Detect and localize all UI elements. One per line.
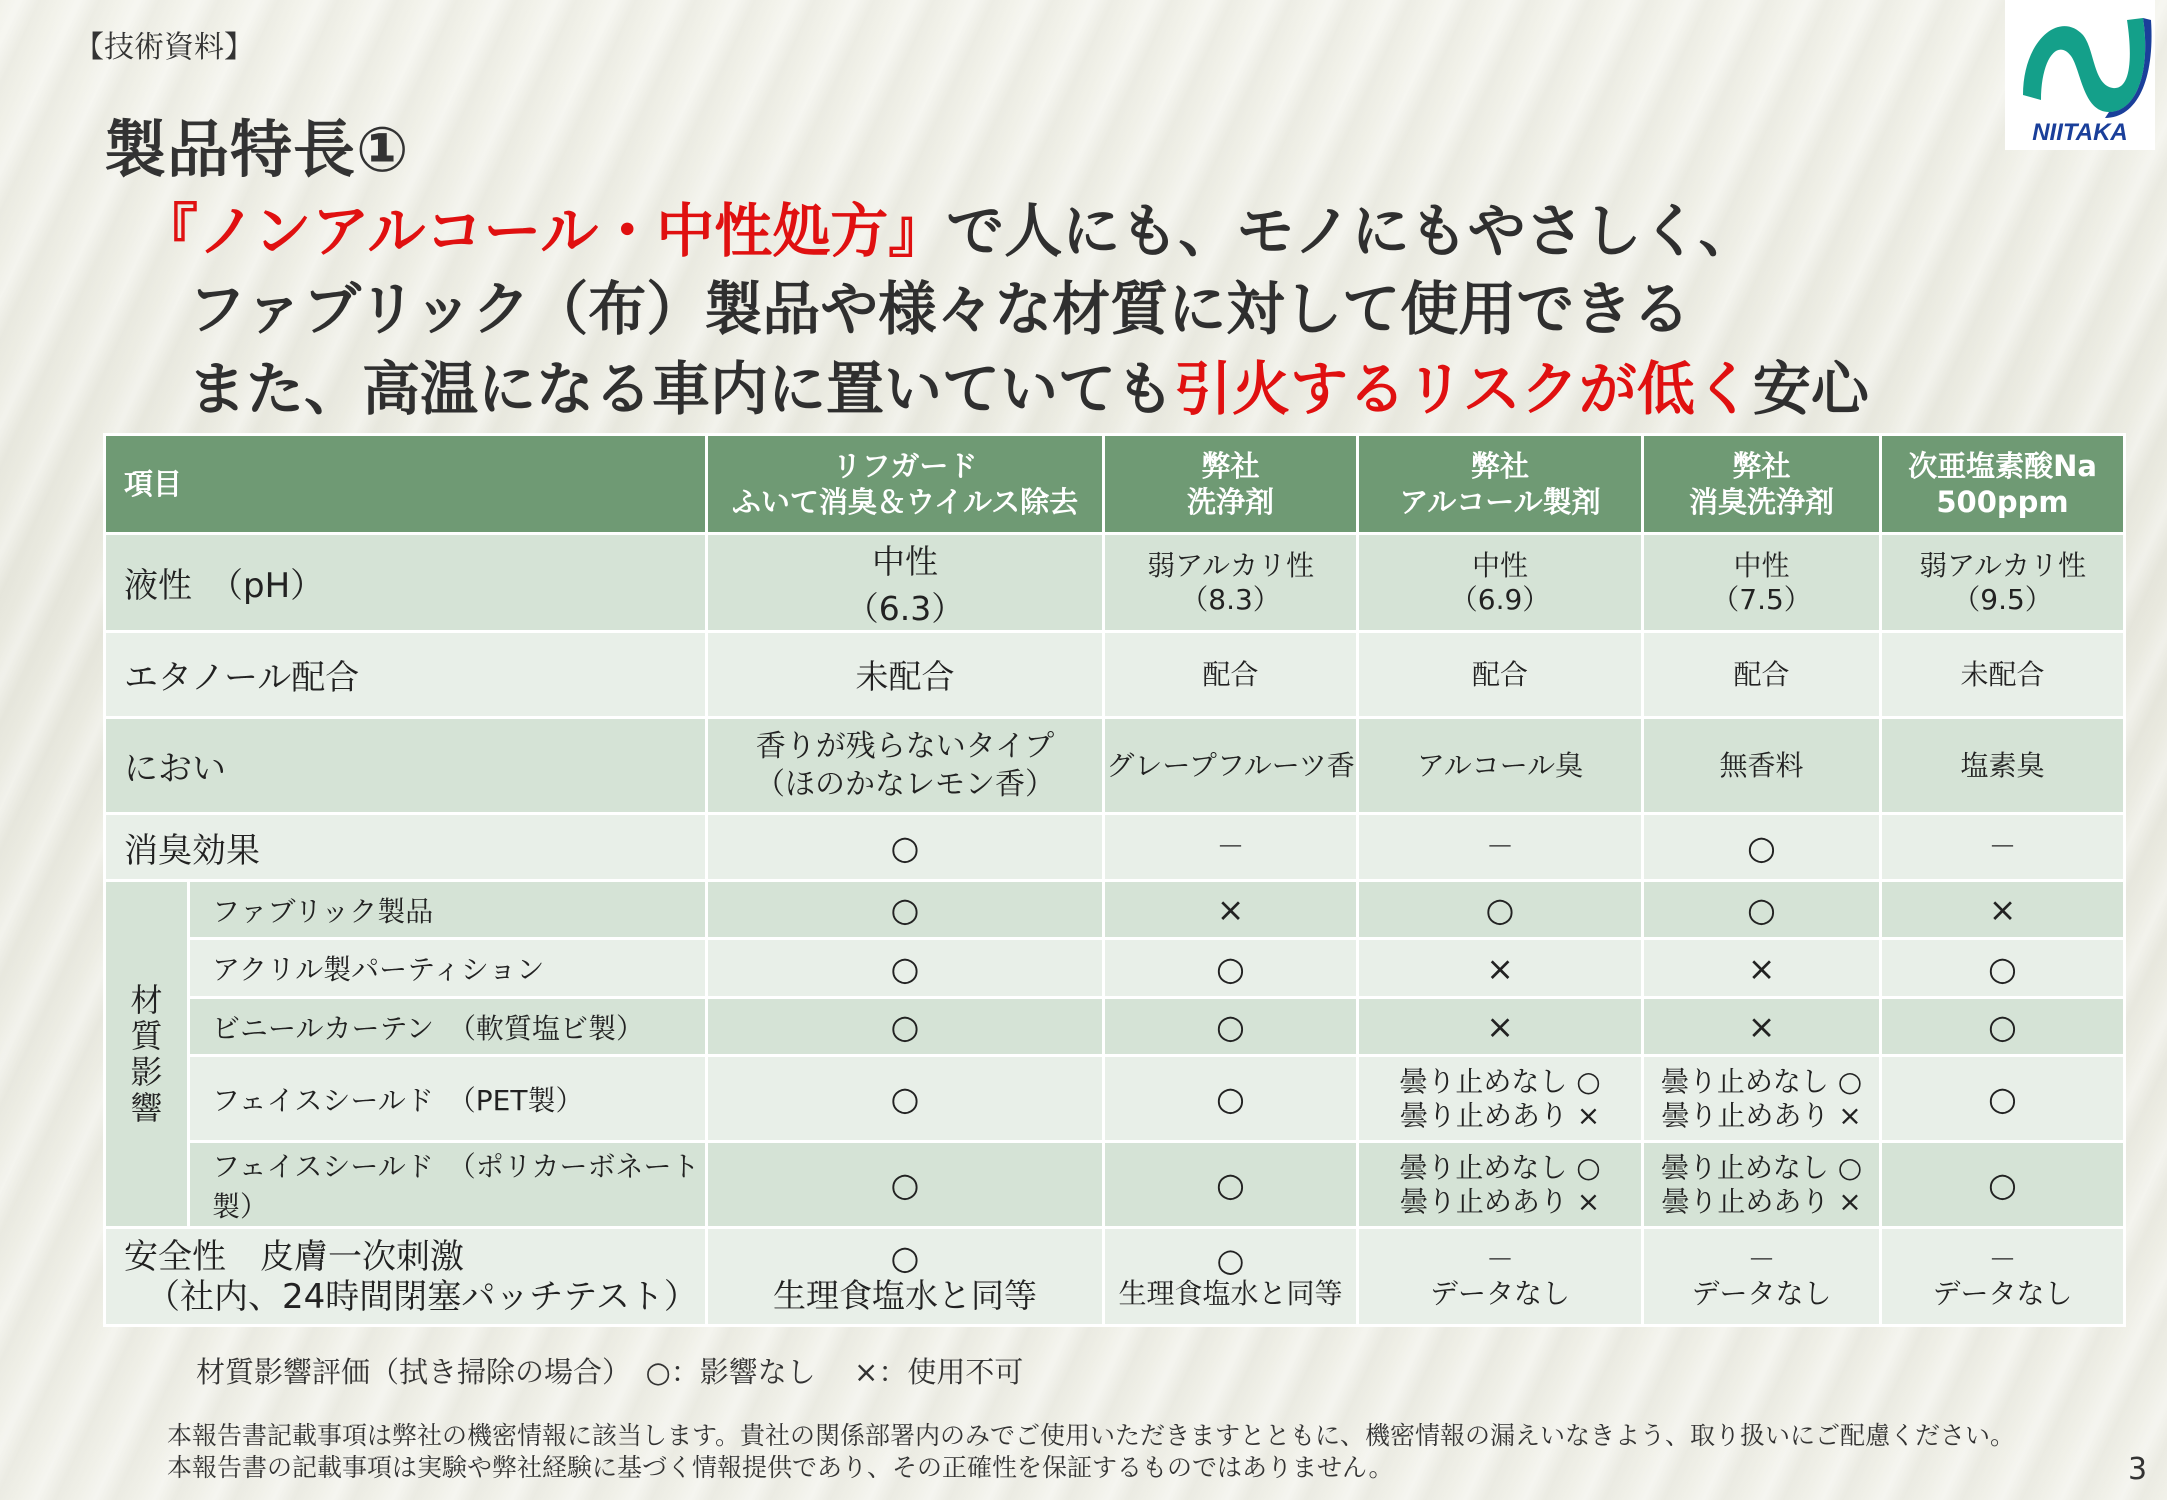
table-row-acrylic xyxy=(105,939,2125,998)
row-label: 液性 （pH） xyxy=(105,534,707,632)
row-label: フェイスシールド （PET製） xyxy=(189,1056,707,1142)
row-label: アクリル製パーティション xyxy=(189,939,707,998)
headline-line-1 xyxy=(140,184,1756,268)
header-product-5: 次亜塩素酸Na 500ppm xyxy=(1881,435,2125,534)
table-cell: 曇り止めなし ○ 曇り止めあり × xyxy=(1643,1056,1881,1142)
table-cell: ○ xyxy=(1643,881,1881,939)
table-row-fabric xyxy=(105,881,2125,939)
header-product-2: 弊社 洗浄剤 xyxy=(1104,435,1358,534)
table-cell: ○ xyxy=(1881,1142,2125,1228)
table-cell: ○ 生理食塩水と同等 xyxy=(1104,1228,1358,1326)
row-label: 安全性 皮膚一次刺激 （社内、24時間閉塞パッチテスト） xyxy=(105,1228,707,1326)
headline-line-3 xyxy=(188,342,1869,426)
table-cell: グレープフルーツ香 xyxy=(1104,718,1358,814)
table-cell: ○ xyxy=(1358,881,1643,939)
row-label: ファブリック製品 xyxy=(189,881,707,939)
table-cell: 配合 xyxy=(1643,632,1881,718)
table-cell: 中性 （7.5） xyxy=(1643,534,1881,632)
headline-text-3b: 安心 xyxy=(1752,355,1869,423)
table-cell: 弱アルカリ性 （9.5） xyxy=(1881,534,2125,632)
logo-text: NIITAKA xyxy=(2032,119,2128,146)
table-cell: ○ xyxy=(707,998,1104,1056)
legend-text: 材質影響評価（拭き掃除の場合） ○：影響なし ×：使用不可 xyxy=(196,1355,1024,1389)
table-cell: ○ xyxy=(1643,814,1881,881)
table-row-safety xyxy=(105,1228,2125,1326)
table-row-polycarbonate xyxy=(105,1142,2125,1228)
confidential-note: 本報告書記載事項は弊社の機密情報に該当します。貴社の関係部署内のみでご使用いただきますとともに、機密情報の漏えいなきよう、取り扱いにご配慮ください。 xyxy=(167,1421,2016,1450)
table-cell: 配合 xyxy=(1358,632,1643,718)
table-cell: ○ xyxy=(707,939,1104,998)
table-cell: ○ xyxy=(1881,1056,2125,1142)
table-cell: 中性 （6.3） xyxy=(707,534,1104,632)
table-cell: × xyxy=(1358,998,1643,1056)
row-label: エタノール配合 xyxy=(105,632,707,718)
table-cell: 配合 xyxy=(1104,632,1358,718)
table-cell: × xyxy=(1358,939,1643,998)
header-product-3: 弊社 アルコール製剤 xyxy=(1358,435,1643,534)
row-label: 消臭効果 xyxy=(105,814,707,881)
row-label: フェイスシールド （ポリカーボネート製） xyxy=(189,1142,707,1228)
headline-red-1: 『ノンアルコール・中性処方』 xyxy=(140,197,947,265)
table-cell: ○ xyxy=(1881,939,2125,998)
table-cell: － xyxy=(1358,814,1643,881)
table-cell: 弱アルカリ性 （8.3） xyxy=(1104,534,1358,632)
table-cell: × xyxy=(1104,881,1358,939)
table-cell: 曇り止めなし ○ 曇り止めあり × xyxy=(1358,1142,1643,1228)
table-cell: ○ xyxy=(1104,939,1358,998)
headline-text-3a: また、高温になる車内に置いていても xyxy=(188,355,1175,423)
table-cell: 無香料 xyxy=(1643,718,1881,814)
header-item: 項目 xyxy=(105,435,707,534)
company-logo xyxy=(2005,0,2155,150)
table-cell: ○ xyxy=(1104,1142,1358,1228)
table-cell: ○ xyxy=(707,1142,1104,1228)
header-product-4: 弊社 消臭洗浄剤 xyxy=(1643,435,1881,534)
table-cell: ○ xyxy=(1104,1056,1358,1142)
table-cell: － データなし xyxy=(1643,1228,1881,1326)
comparison-table xyxy=(103,433,2126,1327)
table-cell: ○ xyxy=(1881,998,2125,1056)
table-cell: ○ xyxy=(707,1056,1104,1142)
headline-line-2: ファブリック（布）製品や様々な材質に対して使用できる xyxy=(188,275,1691,343)
table-cell: × xyxy=(1643,939,1881,998)
table-cell: ○ xyxy=(707,814,1104,881)
table-cell: × xyxy=(1643,998,1881,1056)
table-cell: 曇り止めなし ○ 曇り止めあり × xyxy=(1643,1142,1881,1228)
headline-text-1: で人にも、モノにもやさしく、 xyxy=(946,197,1757,265)
page-number: 3 xyxy=(2128,1452,2148,1487)
table-header-row xyxy=(105,435,2125,534)
row-label: ビニールカーテン （軟質塩ビ製） xyxy=(189,998,707,1056)
table-cell: － xyxy=(1104,814,1358,881)
table-row-ethanol xyxy=(105,632,2125,718)
material-group-label: 材 質 影 響 xyxy=(105,881,189,1228)
headline-red-3: 引火するリスクが低く xyxy=(1174,355,1753,423)
table-cell: ○ xyxy=(707,881,1104,939)
page-title: 製品特長① xyxy=(104,113,410,186)
table-row-pet xyxy=(105,1056,2125,1142)
table-cell: 塩素臭 xyxy=(1881,718,2125,814)
table-cell: 未配合 xyxy=(1881,632,2125,718)
table-cell: 中性 （6.9） xyxy=(1358,534,1643,632)
table-row-ph xyxy=(105,534,2125,632)
header-product-1: リフガード ふいて消臭＆ウイルス除去 xyxy=(707,435,1104,534)
document-tag: 【技術資料】 xyxy=(74,30,254,65)
table-cell: 曇り止めなし ○ 曇り止めあり × xyxy=(1358,1056,1643,1142)
table-row-vinyl xyxy=(105,998,2125,1056)
table-cell: 未配合 xyxy=(707,632,1104,718)
table-row-smell xyxy=(105,718,2125,814)
table-row-deodor xyxy=(105,814,2125,881)
table-cell: アルコール臭 xyxy=(1358,718,1643,814)
table-cell: ○ xyxy=(1104,998,1358,1056)
table-cell: × xyxy=(1881,881,2125,939)
table-cell: － xyxy=(1881,814,2125,881)
row-label: におい xyxy=(105,718,707,814)
table-cell: － データなし xyxy=(1358,1228,1643,1326)
table-cell: 香りが残らないタイプ （ほのかなレモン香） xyxy=(707,718,1104,814)
table-cell: － データなし xyxy=(1881,1228,2125,1326)
table-cell: ○ 生理食塩水と同等 xyxy=(707,1228,1104,1326)
disclaimer-note: 本報告書の記載事項は実験や弊社経験に基づく情報提供であり、その正確性を保証するものではありません。 xyxy=(167,1453,1394,1482)
